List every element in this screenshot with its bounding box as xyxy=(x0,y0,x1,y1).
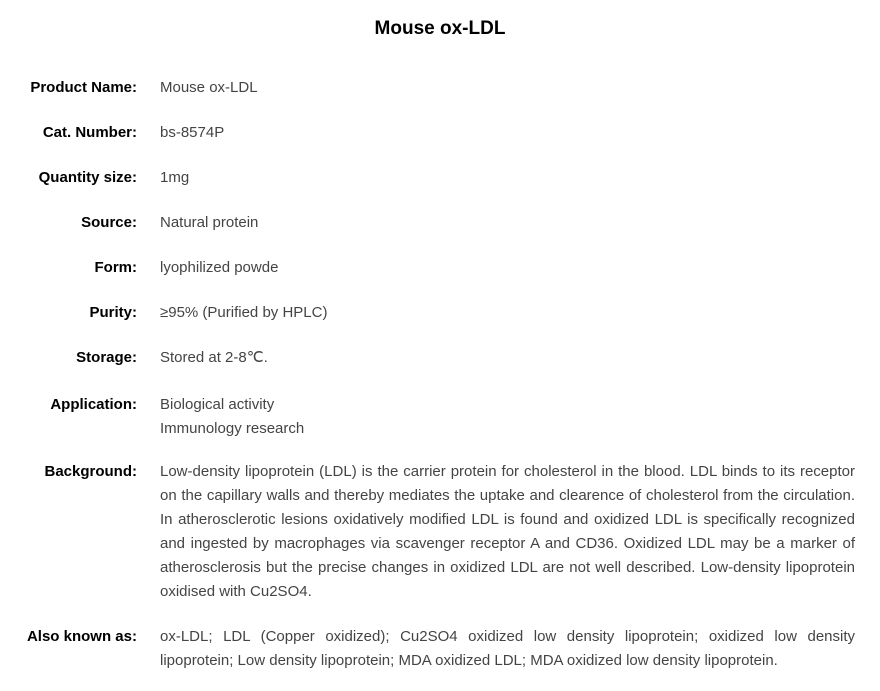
field-value: Low-density lipoprotein (LDL) is the carrier protein for cholesterol in the blood. LDL binds to its receptor on the capillary walls and thereby mediates the uptake and clearence of cholesterol from the circulation. In atherosclerotic lesions oxidatively modified LDL is found and oxidized LDL is specifically recognized and ingested by macrophages via scavenger receptor A and CD36. Oxidized LDL may be a marker of atherosclerosis but the precise changes in oxidized LDL are not well described. Low-density lipoprotein oxidised with Cu2SO4. xyxy=(160,463,855,600)
field-label: Application: xyxy=(50,396,137,413)
field-row-quantity-size xyxy=(0,168,880,187)
field-value: ≥95% (Purified by HPLC) xyxy=(160,304,328,321)
field-value-line: Immunology research xyxy=(160,420,305,437)
field-label: Source: xyxy=(81,214,137,231)
field-value xyxy=(160,393,855,441)
field-row-product-name xyxy=(0,78,880,97)
field-label: Form: xyxy=(94,259,137,276)
field-label: Storage: xyxy=(76,349,137,366)
field-row-also-known-as xyxy=(0,625,880,673)
field-label: Cat. Number: xyxy=(42,124,137,141)
field-value: Mouse ox-LDL xyxy=(160,79,258,96)
field-value: ox-LDL; LDL (Copper oxidized); Cu2SO4 oxidized low density lipoprotein; oxidized low density lipoprotein; Low density lipoprotein; MDA oxidized LDL; MDA oxidized low density lipoprotein. xyxy=(160,628,855,669)
field-label: Quantity size: xyxy=(38,169,137,186)
field-row-storage xyxy=(0,348,880,367)
field-row-cat-number xyxy=(0,123,880,142)
field-row-form xyxy=(0,258,880,277)
field-label: Purity: xyxy=(89,304,137,321)
field-value: lyophilized powde xyxy=(160,259,279,276)
field-label: Product Name: xyxy=(30,79,137,96)
field-value-line: Biological activity xyxy=(160,396,275,413)
field-row-source xyxy=(0,213,880,232)
field-value: 1mg xyxy=(160,169,190,186)
field-row-purity xyxy=(0,303,880,322)
field-label: Background: xyxy=(44,463,137,480)
page-title: Mouse ox-LDL xyxy=(374,18,506,39)
field-row-application xyxy=(0,393,880,441)
field-value: Stored at 2-8℃. xyxy=(160,349,268,366)
field-row-background xyxy=(0,460,880,604)
product-spec-list xyxy=(0,78,880,673)
field-label: Also known as: xyxy=(26,628,137,645)
field-value: Natural protein xyxy=(160,214,259,231)
field-value: bs-8574P xyxy=(160,124,225,141)
